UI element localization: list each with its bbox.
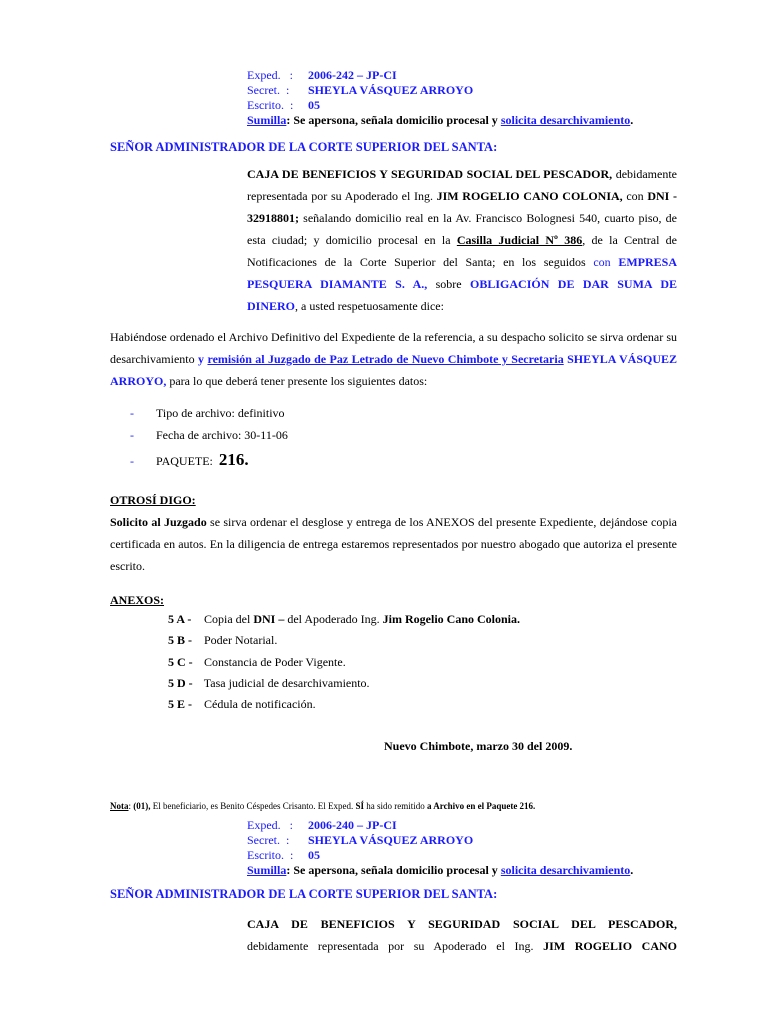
intro-paragraph-2: CAJA DE BENEFICIOS Y SEGURIDAD SOCIAL DEL PESCADOR, debidamente representada por su Apoderado el Ing. JIM ROGELIO CANO <box>247 917 677 953</box>
otrosi-title: OTROSÍ DIGO: <box>110 493 196 507</box>
sumilla-line: Sumilla: Se apersona, señala domicilio procesal y solicita desarchivamiento. <box>247 113 634 127</box>
otrosi-paragraph: Solicito al Juzgado se sirva ordenar el desglose y entrega de los ANEXOS del presente Expediente, dejándose copia certificada en autos. En la diligencia de entrega estaremos representados por nuestro abogado que autoriza el presente escrito. <box>110 515 677 573</box>
desarchivamiento-link[interactable]: solicita desarchivamiento <box>500 113 631 127</box>
anexo-item: 5 B - Poder Notarial. <box>168 633 278 647</box>
anexos-title: ANEXOS: <box>110 593 165 607</box>
addressee-title-2: SEÑOR ADMINISTRADOR DE LA CORTE SUPERIOR DEL SANTA: <box>110 887 498 901</box>
case-header <box>247 68 633 128</box>
escrito-line: Escrito. : 05 <box>247 98 320 112</box>
secret-line: Secret. : SHEYLA VÁSQUEZ ARROYO <box>247 833 474 847</box>
exped-line: Exped. : 2006-242 – JP-CI <box>247 68 397 82</box>
desarchivamiento-link-2[interactable]: solicita desarchivamiento <box>500 863 631 877</box>
anexo-item: 5 C - Constancia de Poder Vigente. <box>168 655 346 669</box>
anexo-item: 5 D - Tasa judicial de desarchivamiento. <box>168 676 370 690</box>
case-header-2 <box>247 818 633 878</box>
bullet-tipo-archivo: - Tipo de archivo: definitivo <box>130 406 285 420</box>
escrito-line: Escrito. : 05 <box>247 848 320 862</box>
bullet-paquete: - PAQUETE: 216. <box>130 450 249 469</box>
place-date: Nuevo Chimbote, marzo 30 del 2009. <box>384 739 573 753</box>
exped-line: Exped. : 2006-240 – JP-CI <box>247 818 397 832</box>
secret-line: Secret. : SHEYLA VÁSQUEZ ARROYO <box>247 83 474 97</box>
request-paragraph: Habiéndose ordenado el Archivo Definitivo del Expediente de la referencia, a su despacho solicito se sirva ordenar su desarchivamiento y remisión al Juzgado de Paz Letrado de Nuevo Chimbote y Secretaria SHEYLA VÁSQUEZ ARROYO, para lo que deberá tener presente los siguientes datos: <box>110 330 677 388</box>
addressee-title: SEÑOR ADMINISTRADOR DE LA CORTE SUPERIOR DEL SANTA: <box>110 140 498 154</box>
bullet-fecha-archivo: - Fecha de archivo: 30-11-06 <box>130 428 288 442</box>
anexo-item: 5 E - Cédula de notificación. <box>168 697 316 711</box>
anexo-item: 5 A - Copia del DNI – del Apoderado Ing. Jim Rogelio Cano Colonia. <box>168 612 520 626</box>
sumilla-line: Sumilla: Se apersona, señala domicilio procesal y solicita desarchivamiento. <box>247 863 634 877</box>
remision-link[interactable]: remisión al Juzgado de Paz Letrado de Nuevo Chimbote y Secretaria <box>207 352 564 366</box>
nota-line: Nota: (01), El beneficiario, es Benito Céspedes Crisanto. El Exped. SÍ ha sido remitido a Archivo en el Paquete 216. <box>110 801 536 811</box>
intro-paragraph: CAJA DE BENEFICIOS Y SEGURIDAD SOCIAL DEL PESCADOR, debidamente representada por su Apoderado el Ing. JIM ROGELIO CANO COLONIA, con DNI - 32918801; señalando domicilio real en la Av. Francisco Bolognesi 540, cuarto piso, de esta ciudad; y domicilio procesal en la Casilla Judicial Nº 386, de la Central de Notificaciones de la Corte Superior del Santa; en los seguidos con EMPRESA PESQUERA DIAMANTE S. A., sobre OBLIGACIÓN DE DAR SUMA DE DINERO, a usted respetuosamente dice: <box>247 167 677 313</box>
